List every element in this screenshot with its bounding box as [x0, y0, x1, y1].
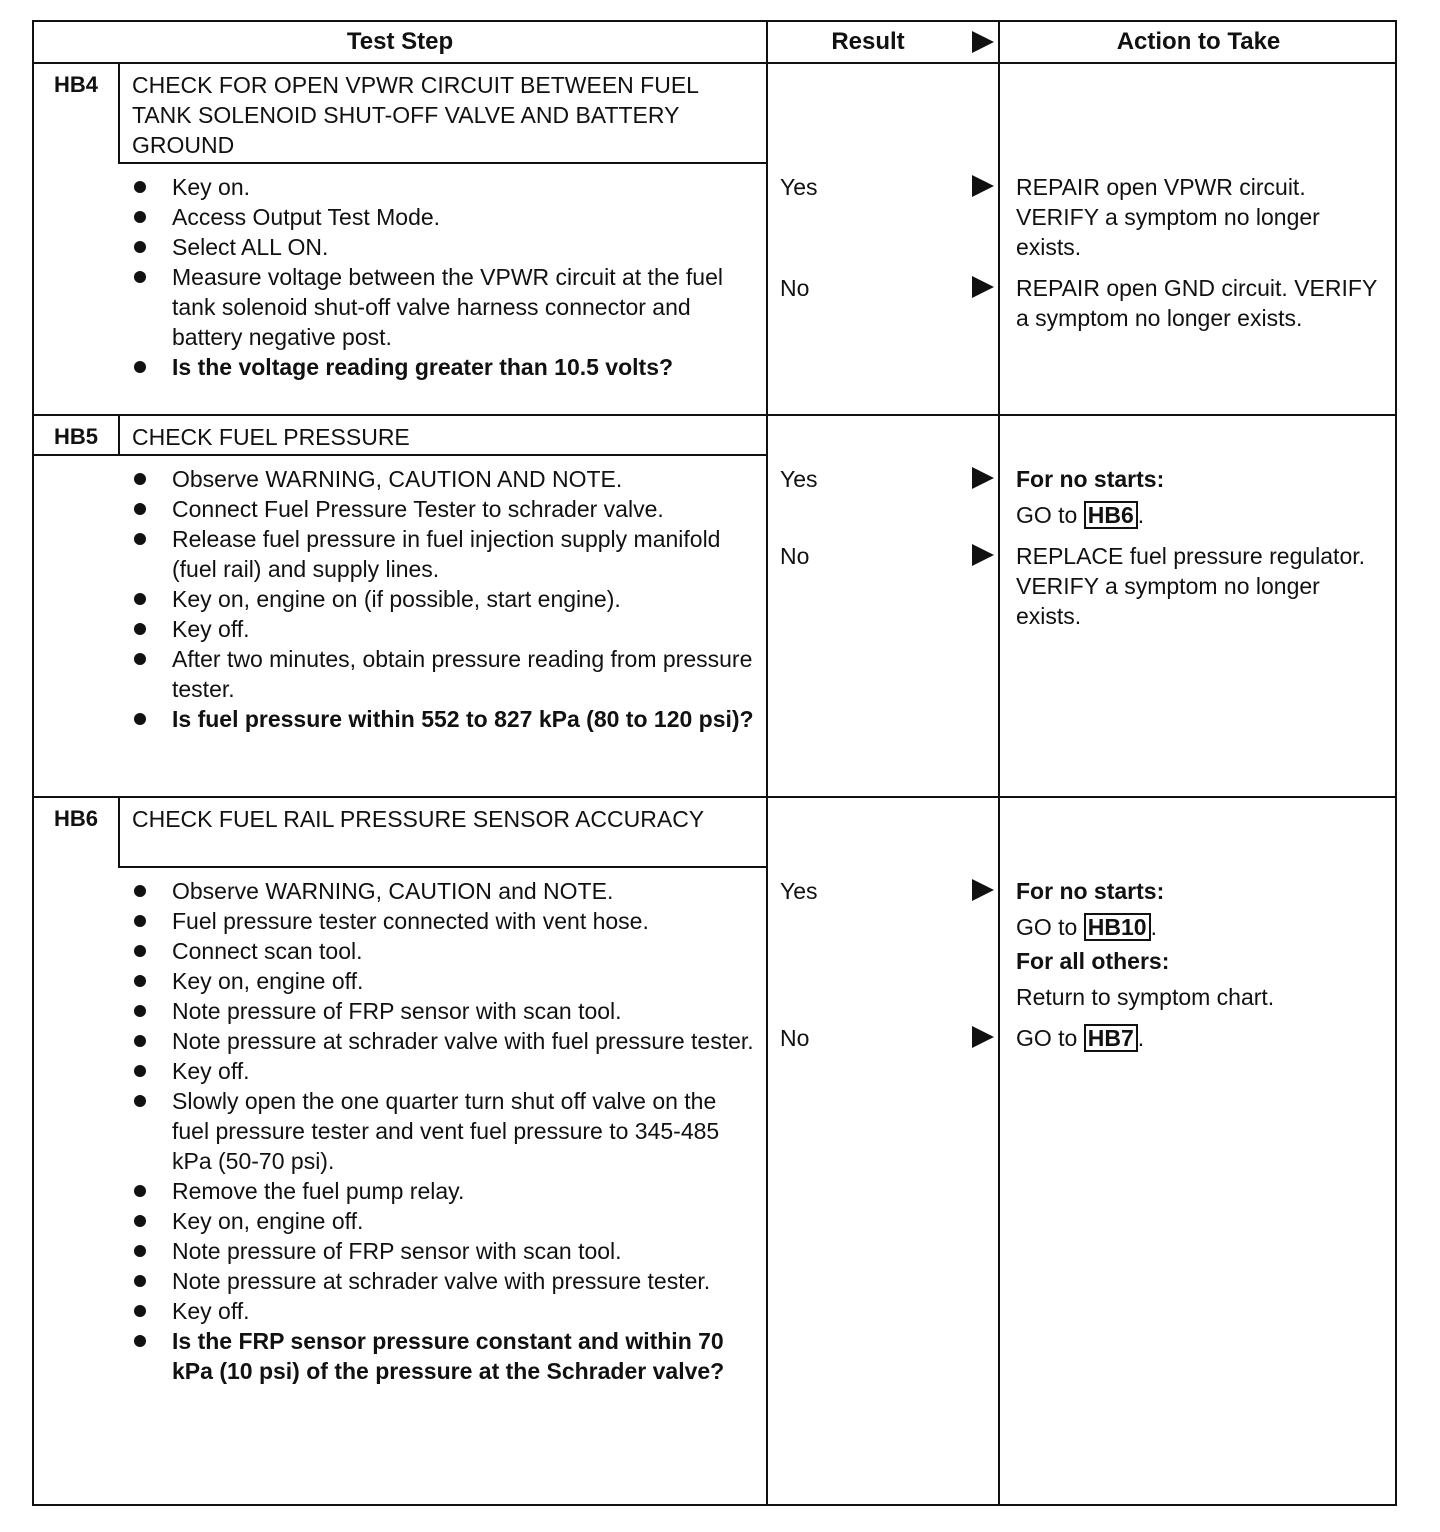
- title-divider: [34, 454, 766, 456]
- step-items: [124, 876, 754, 1386]
- list-item-question: Is fuel pressure within 552 to 827 kPa (80 to 120 psi)?: [124, 704, 754, 734]
- header-result: Result: [831, 28, 905, 55]
- list-item: Note pressure of FRP sensor with scan tool.: [124, 996, 754, 1026]
- list-item: Key off.: [124, 1296, 754, 1326]
- code-divider: [118, 796, 120, 868]
- header-arrow-icon: [972, 31, 994, 53]
- code-divider: [118, 62, 120, 164]
- list-item: Key on.: [124, 172, 754, 202]
- go-suffix: .: [1137, 1025, 1145, 1051]
- step-title: CHECK FUEL PRESSURE: [132, 424, 410, 450]
- action-heading: For no starts:: [1016, 878, 1165, 904]
- header-divider: [34, 62, 1395, 64]
- list-item: Release fuel pressure in fuel injection supply manifold (fuel rail) and supply lines.: [124, 524, 754, 584]
- arrow-icon: [972, 879, 994, 901]
- list-item: Select ALL ON.: [124, 232, 754, 262]
- title-divider: [118, 162, 766, 164]
- go-prefix: GO to: [1016, 914, 1078, 940]
- arrow-icon: [972, 467, 994, 489]
- result-yes: Yes: [780, 466, 818, 492]
- list-item: Key on, engine off.: [124, 966, 754, 996]
- action-no: REPLACE fuel pressure regulator. VERIFY a symptom no longer exists.: [1016, 543, 1366, 629]
- action-no: [1016, 1023, 1386, 1053]
- list-item: Note pressure of FRP sensor with scan tool.: [124, 1236, 754, 1266]
- arrow-icon: [972, 276, 994, 298]
- result-no: No: [780, 543, 810, 569]
- action-heading: For no starts:: [1016, 466, 1165, 492]
- list-item: Slowly open the one quarter turn shut off valve on the fuel pressure tester and vent fuel pressure to 345-485 kPa (50-70 psi).: [124, 1086, 754, 1176]
- list-item: Key on, engine on (if possible, start engine).: [124, 584, 754, 614]
- list-item: Connect scan tool.: [124, 936, 754, 966]
- list-item: Remove the fuel pump relay.: [124, 1176, 754, 1206]
- action-go: [1016, 912, 1386, 942]
- diagnostic-table: [32, 20, 1397, 1506]
- list-item: Connect Fuel Pressure Tester to schrader valve.: [124, 494, 754, 524]
- step-items: [124, 464, 754, 734]
- arrow-icon: [972, 175, 994, 197]
- list-item: Key off.: [124, 1056, 754, 1086]
- go-prefix: GO to: [1016, 1025, 1078, 1051]
- list-item: Key on, engine off.: [124, 1206, 754, 1236]
- step-code: HB5: [53, 424, 98, 449]
- step-title: CHECK FOR OPEN VPWR CIRCUIT BETWEEN FUEL TANK SOLENOID SHUT-OFF VALVE AND BATTERY GROUND: [132, 72, 699, 158]
- action-heading-2: For all others:: [1016, 948, 1170, 974]
- action-text-2: Return to symptom chart.: [1016, 984, 1275, 1010]
- list-item: After two minutes, obtain pressure reading from pressure tester.: [124, 644, 754, 704]
- action-no: REPAIR open GND circuit. VERIFY a symptom no longer exists.: [1016, 275, 1377, 331]
- header-action: Action to Take: [1116, 28, 1281, 55]
- result-no: No: [780, 1025, 810, 1051]
- result-no: No: [780, 275, 810, 301]
- list-item: Note pressure at schrader valve with pressure tester.: [124, 1266, 754, 1296]
- result-yes: Yes: [780, 174, 818, 200]
- step-code: HB4: [53, 72, 98, 97]
- arrow-icon: [972, 544, 994, 566]
- step-ref-hb7[interactable]: HB7: [1084, 1024, 1138, 1052]
- step-title: CHECK FUEL RAIL PRESSURE SENSOR ACCURACY: [132, 806, 705, 832]
- action-yes: [1016, 876, 1386, 1012]
- header-test-step: Test Step: [346, 28, 454, 55]
- code-divider: [118, 414, 120, 456]
- title-divider: [118, 866, 766, 868]
- step-ref-hb6[interactable]: HB6: [1084, 501, 1138, 529]
- list-item: Measure voltage between the VPWR circuit at the fuel tank solenoid shut-off valve harness connector and battery negative post.: [124, 262, 754, 352]
- action-yes: [1016, 464, 1386, 530]
- list-item: Note pressure at schrader valve with fuel pressure tester.: [124, 1026, 754, 1056]
- step-items: [124, 172, 754, 382]
- list-item: Observe WARNING, CAUTION AND NOTE.: [124, 464, 754, 494]
- result-yes: Yes: [780, 878, 818, 904]
- list-item: Fuel pressure tester connected with vent hose.: [124, 906, 754, 936]
- list-item: Observe WARNING, CAUTION and NOTE.: [124, 876, 754, 906]
- list-item-question: Is the voltage reading greater than 10.5 volts?: [124, 352, 754, 382]
- step-ref-hb10[interactable]: HB10: [1084, 913, 1151, 941]
- step-code: HB6: [53, 806, 98, 831]
- list-item-question: Is the FRP sensor pressure constant and within 70 kPa (10 psi) of the pressure at the Schrader valve?: [124, 1326, 754, 1386]
- go-suffix: .: [1137, 502, 1145, 528]
- go-prefix: GO to: [1016, 502, 1078, 528]
- action-go: [1016, 500, 1386, 530]
- list-item: Key off.: [124, 614, 754, 644]
- list-item: Access Output Test Mode.: [124, 202, 754, 232]
- action-yes: REPAIR open VPWR circuit. VERIFY a symptom no longer exists.: [1016, 174, 1320, 260]
- go-suffix: .: [1150, 914, 1157, 940]
- row-divider: [34, 414, 1395, 416]
- column-divider-result: [766, 22, 768, 1504]
- column-divider-action: [998, 22, 1000, 1504]
- row-divider: [34, 796, 1395, 798]
- arrow-icon: [972, 1026, 994, 1048]
